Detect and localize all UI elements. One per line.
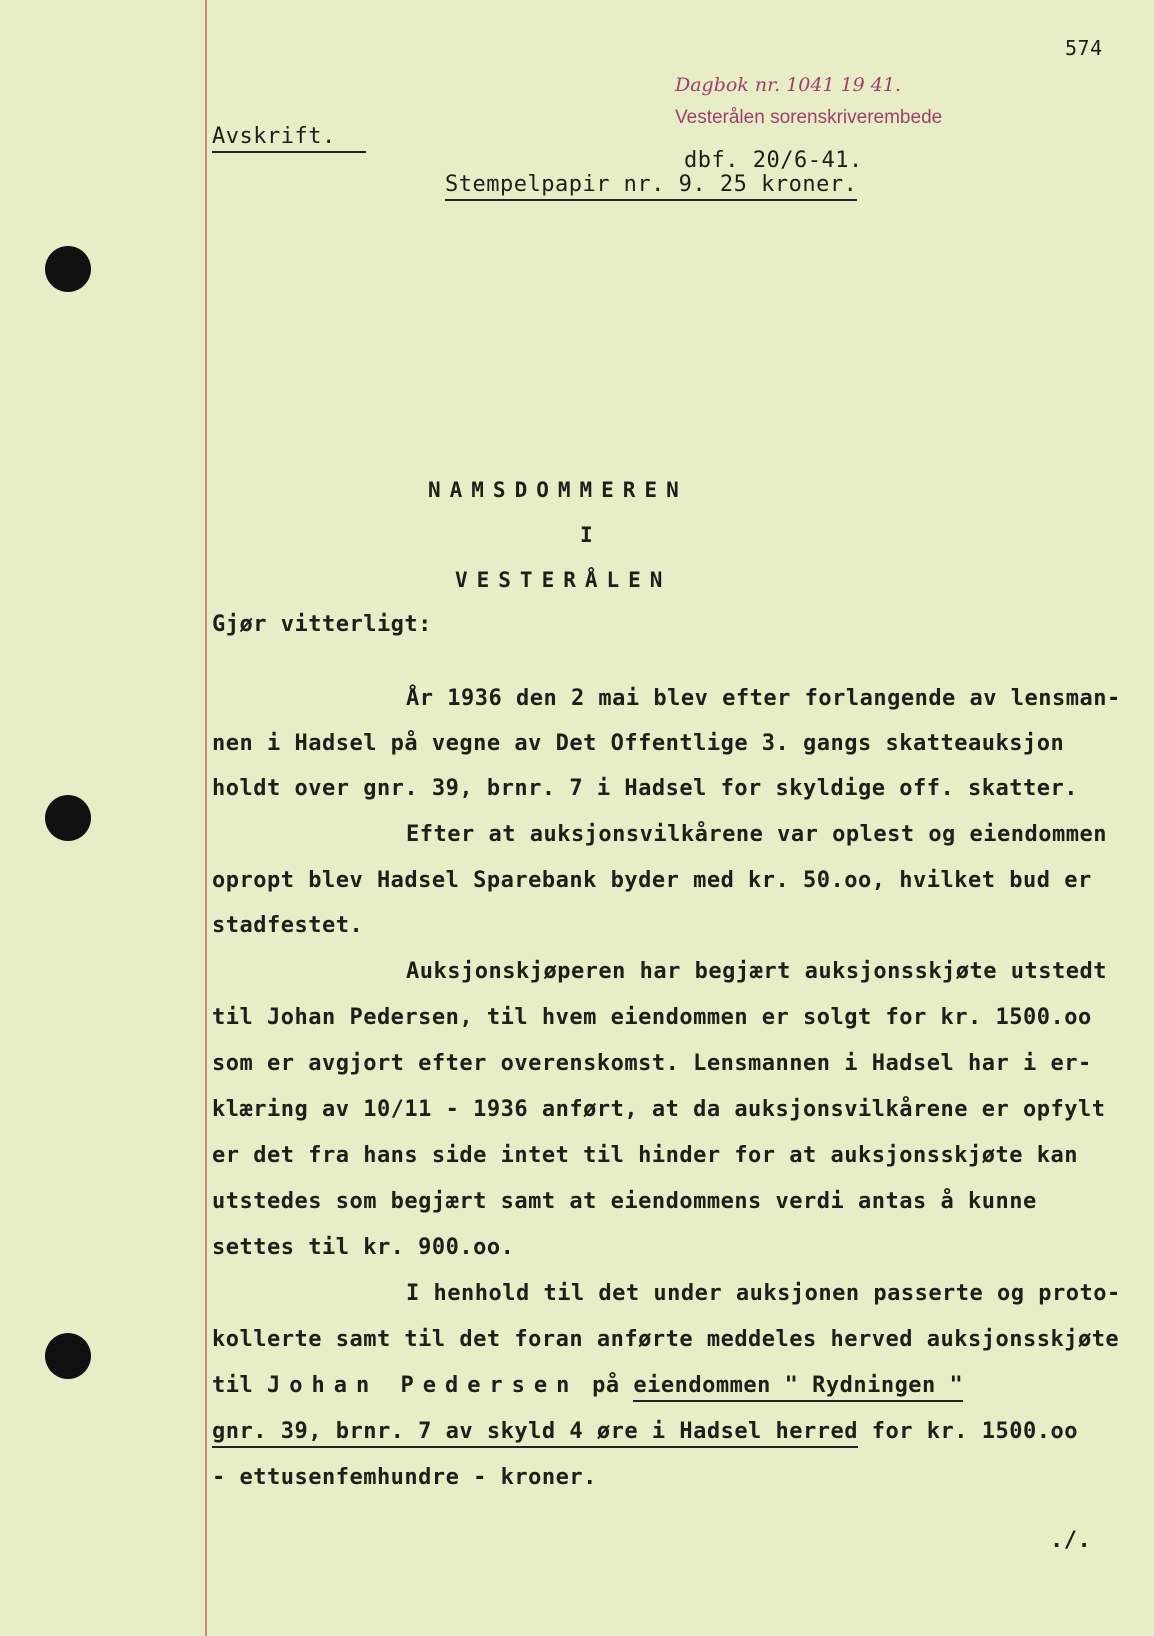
punch-hole — [45, 246, 91, 292]
body-line: stadfestet. — [212, 913, 364, 938]
property-name-underlined: eiendommen " Rydningen " — [633, 1373, 963, 1402]
continuation-mark: ./. — [1050, 1528, 1092, 1553]
dbf-date: dbf. 20/6-41. — [684, 148, 863, 173]
page-number: 574 — [1065, 36, 1103, 60]
body-line: Efter at auksjonsvilkårene var oplest og eiendommen — [406, 822, 1108, 847]
final-line-1-mid: på — [578, 1373, 634, 1398]
body-line: opropt blev Hadsel Sparebank byder med kr. 50.oo, hvilket bud er — [212, 868, 1092, 893]
body-line: I henhold til det under auksjonen passerte og proto- — [406, 1281, 1121, 1306]
heading-line-3: VESTERÅLEN — [455, 568, 672, 592]
stamp-line-2: Vesterålen sorenskriverembede — [675, 107, 943, 128]
final-line-1 — [212, 1373, 963, 1398]
final-line-2 — [212, 1419, 1078, 1444]
final-line-2-rest: for kr. 1500.oo — [858, 1419, 1078, 1444]
avskrift-label: Avskrift. — [212, 124, 366, 153]
punch-hole — [45, 795, 91, 841]
body-line: kollerte samt til det foran anførte meddeles herved auksjonsskjøte — [212, 1327, 1120, 1352]
heading-line-1: NAMSDOMMEREN — [428, 478, 688, 502]
body-line: utstedes som begjært samt at eiendommens verdi antas å kunne — [212, 1189, 1037, 1214]
body-line: er det fra hans side intet til hinder for at auksjonsskjøte kan — [212, 1143, 1078, 1168]
body-line: klæring av 10/11 - 1936 anført, at da auksjonsvilkårene er opfylt — [212, 1097, 1106, 1122]
body-line: Auksjonskjøperen har begjært auksjonsskjøte utstedt — [406, 959, 1108, 984]
stamp-line-1: Dagbok nr. 1041 19 41. — [675, 74, 902, 96]
body-line: settes til kr. 900.oo. — [212, 1235, 515, 1260]
body-line: som er avgjort efter overenskomst. Lensmannen i Hadsel har i er- — [212, 1051, 1092, 1076]
heading-line-2: I — [580, 523, 602, 547]
stempelpapir-line: Stempelpapir nr. 9. 25 kroner. — [445, 172, 857, 201]
final-line-3: - ettusenfemhundre - kroner. — [212, 1465, 597, 1490]
property-reference-underlined: gnr. 39, brnr. 7 av skyld 4 øre i Hadsel herred — [212, 1419, 858, 1448]
margin-line — [205, 0, 207, 1636]
body-line: nen i Hadsel på vegne av Det Offentlige 3. gangs skatteauksjon — [212, 731, 1065, 756]
intro-text: Gjør vitterligt: — [212, 612, 432, 637]
body-line: År 1936 den 2 mai blev efter forlangende av lensman- — [406, 686, 1121, 711]
spaced-name: Johan Pedersen — [266, 1373, 579, 1398]
final-line-1-prefix: til — [212, 1373, 267, 1398]
punch-hole — [45, 1333, 91, 1379]
body-line: holdt over gnr. 39, brnr. 7 i Hadsel for skyldige off. skatter. — [212, 776, 1078, 801]
body-line: til Johan Pedersen, til hvem eiendommen er solgt for kr. 1500.oo — [212, 1005, 1092, 1030]
